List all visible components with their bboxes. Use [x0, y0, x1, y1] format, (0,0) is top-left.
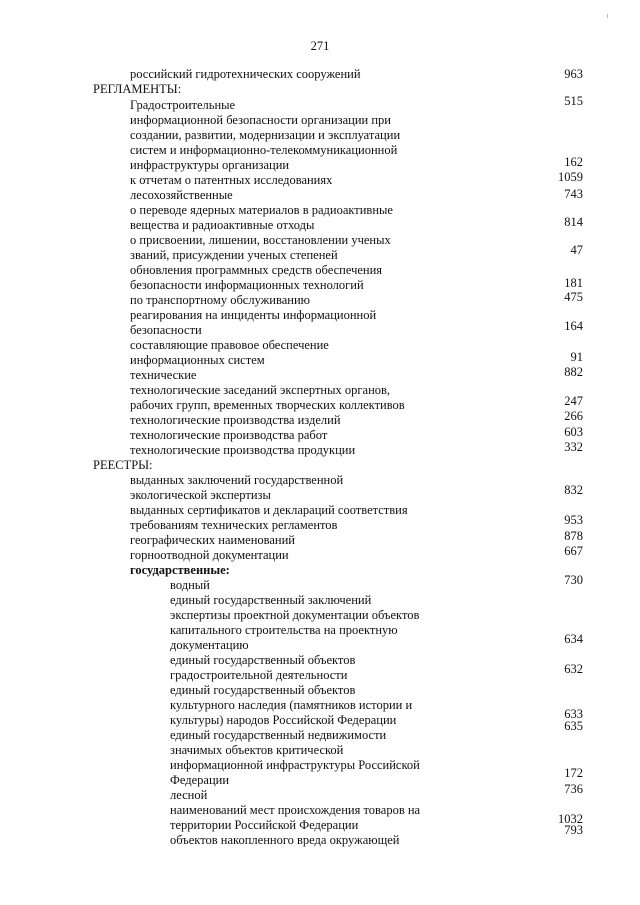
section-heading: РЕГЛАМЕНТЫ:	[93, 82, 182, 96]
index-entry-text: составляющие правовое обеспечение	[130, 338, 329, 352]
index-entry-text: вещества и радиоактивные отходы	[130, 218, 315, 232]
index-entry-page: 963	[564, 67, 583, 81]
index-entry-page: 793	[564, 823, 583, 837]
index-entry-text: выданных сертификатов и деклараций соответствия	[130, 503, 408, 517]
index-entry-text: капитального строительства на проектную	[170, 623, 398, 637]
index-entry-text: единый государственный недвижимости	[170, 728, 387, 742]
index-entry-page: 953	[564, 513, 583, 527]
page-number: 271	[310, 39, 330, 53]
index-entry-text: информационной безопасности организации при	[130, 113, 391, 127]
index-entry-text: званий, присуждении ученых степеней	[130, 248, 338, 262]
index-entry-page: 634	[564, 632, 583, 646]
index-entry-page: 47	[570, 243, 583, 257]
index-entry-page: 172	[564, 766, 583, 780]
index-entry-page: 635	[564, 719, 583, 733]
index-entry-page: 736	[564, 782, 583, 796]
section-heading: РЕЕСТРЫ:	[93, 458, 153, 472]
index-entry-text: технологические производства продукции	[130, 443, 356, 457]
index-entry-page: 730	[564, 573, 583, 587]
index-entry-page: 743	[564, 187, 583, 201]
index-entry-text: экологической экспертизы	[130, 488, 271, 502]
index-entry-text: о присвоении, лишении, восстановлении ученых	[130, 233, 391, 247]
index-entry-text: рабочих групп, временных творческих коллективов	[130, 398, 405, 412]
index-entry-text: безопасности	[130, 323, 202, 337]
index-entry-page: 832	[564, 483, 583, 497]
scan-mark	[607, 14, 608, 18]
index-entry-text: информационной инфраструктуры Российской	[170, 758, 420, 772]
index-entry-text: о переводе ядерных материалов в радиоактивные	[130, 203, 393, 217]
index-entry-text: российский гидротехнических сооружений	[130, 67, 361, 81]
index-entry-page: 332	[564, 440, 583, 454]
index-entry-text: горноотводной документации	[130, 548, 289, 562]
index-entry-text: технологические заседаний экспертных органов,	[130, 383, 391, 397]
index-entry-page: 164	[564, 319, 583, 333]
index-entry-text: Федерации	[170, 773, 230, 787]
index-entry-text: к отчетам о патентных исследованиях	[130, 173, 333, 187]
index-entry-page: 475	[564, 290, 583, 304]
index-entry-text: значимых объектов критической	[170, 743, 344, 757]
index-entry-page: 814	[564, 215, 583, 229]
index-entry-page: 632	[564, 662, 583, 676]
index-entry-text: водный	[170, 578, 210, 592]
index-entry-text: обновления программных средств обеспечения	[130, 263, 383, 277]
index-entry-text: культурного наследия (памятников истории и	[170, 698, 413, 712]
index-entry-text: экспертизы проектной документации объектов	[170, 608, 420, 622]
index-entry-page: 266	[564, 409, 583, 423]
index-entry-text: наименований мест происхождения товаров на	[170, 803, 421, 817]
index-entry-text: создании, развитии, модернизации и эксплуатации	[130, 128, 401, 142]
index-entry-text: лесохозяйственные	[130, 188, 233, 202]
index-entry-page: 633	[564, 707, 583, 721]
index-entry-text: географических наименований	[130, 533, 295, 547]
index-entry-text: культуры) народов Российской Федерации	[170, 713, 397, 727]
index-entry-text: объектов накопленного вреда окружающей	[170, 833, 400, 847]
index-entry-page: 882	[564, 365, 583, 379]
index-entry-page: 162	[564, 155, 583, 169]
index-entry-text: информационных систем	[130, 353, 265, 367]
index-entry-text: территории Российской Федерации	[170, 818, 359, 832]
index-entry-text: безопасности информационных технологий	[130, 278, 364, 292]
index-entry-page: 91	[570, 350, 583, 364]
index-entry-page: 1032	[558, 812, 583, 826]
index-entry-page: 603	[564, 425, 583, 439]
index-entry-text: технологические производства изделий	[130, 413, 341, 427]
index-entry-text: Градостроительные	[130, 98, 236, 112]
index-entry-text: градостроительной деятельности	[170, 668, 348, 682]
index-entry-page: 247	[564, 394, 583, 408]
index-entry-text: выданных заключений государственной	[130, 473, 344, 487]
index-entry-text: инфраструктуры организации	[130, 158, 290, 172]
index-entry-text: технологические производства работ	[130, 428, 328, 442]
index-entry-text: систем и информационно-телекоммуникационной	[130, 143, 398, 157]
index-entry-text: единый государственный заключений	[170, 593, 372, 607]
index-entry-page: 515	[564, 94, 583, 108]
index-entry-text: государственные:	[130, 563, 230, 577]
index-entry-page: 878	[564, 529, 583, 543]
index-entry-text: лесной	[170, 788, 208, 802]
index-entry-page: 1059	[558, 170, 583, 184]
index-entry-text: требованиям технических регламентов	[130, 518, 338, 532]
index-entry-page: 667	[564, 544, 583, 558]
index-entry-text: по транспортному обслуживанию	[130, 293, 310, 307]
index-entry-text: реагирования на инциденты информационной	[130, 308, 377, 322]
index-entry-page: 181	[564, 276, 583, 290]
index-entry-text: документацию	[170, 638, 249, 652]
index-entry-text: единый государственный объектов	[170, 683, 356, 697]
index-entry-text: единый государственный объектов	[170, 653, 356, 667]
index-entry-text: технические	[130, 368, 197, 382]
